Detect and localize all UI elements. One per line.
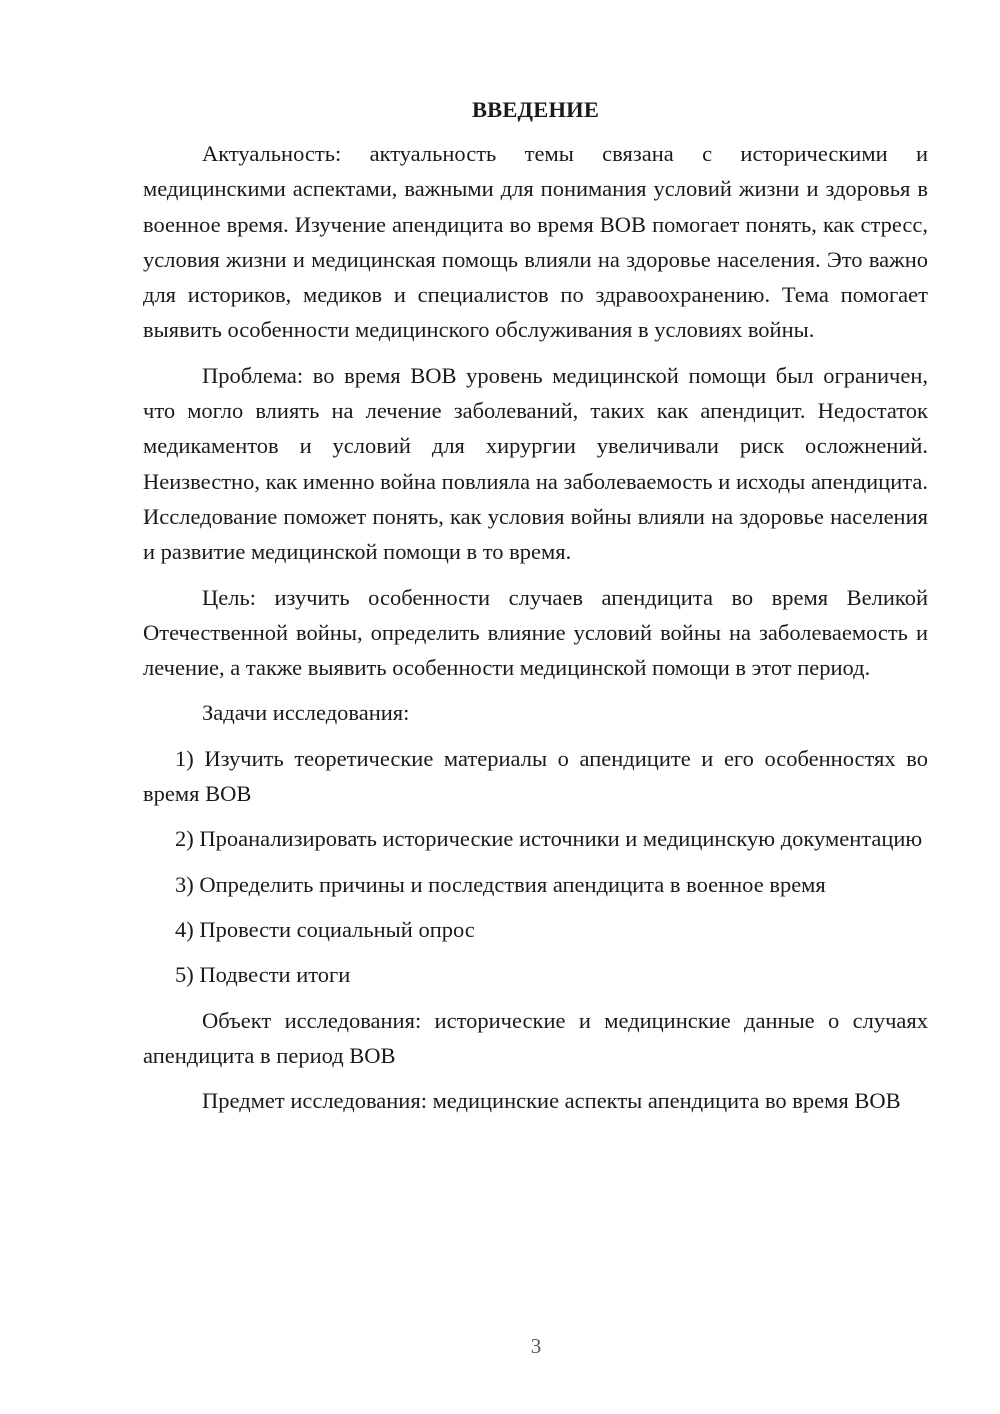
task-item-4: 4) Провести социальный опрос <box>175 916 475 942</box>
section-heading: ВВЕДЕНИЕ <box>471 97 600 122</box>
page-number: 3 <box>530 1334 542 1358</box>
goal-paragraph: Цель: изучить особенности случаев апендицита во время Великой Отечественной войны, определить влияние условий войны на заболеваемость и лечение, а также выявить особенности медицинской помощи в этот период. <box>143 584 928 681</box>
task-item-2: 2) Проанализировать исторические источники и медицинскую документацию <box>175 826 923 852</box>
tasks-heading: Задачи исследования: <box>202 700 410 726</box>
object-paragraph: Объект исследования: исторические и медицинские данные о случаях апендицита в период ВОВ <box>143 1007 928 1068</box>
document-page <box>143 96 928 1128</box>
problem-paragraph: Проблема: во время ВОВ уровень медицинской помощи был ограничен, что могло влиять на лечение заболеваний, таких как апендицит. Недостаток медикаментов и условий для хирургии увеличивали риск осложнений. Неизвестно, как именно война повлияла на заболеваемость и исходы апендицита. Исследование поможет понять, как условия войны влияли на здоровье населения и развитие медицинской помощи в то время. <box>143 362 928 565</box>
task-item-5: 5) Подвести итоги <box>175 962 351 988</box>
task-item-3: 3) Определить причины и последствия апендицита в военное время <box>175 871 826 897</box>
task-item-1: 1) Изучить теоретические материалы о апендиците и его особенностях во время ВОВ <box>143 745 928 807</box>
subject-paragraph: Предмет исследования: медицинские аспекты апендицита во время ВОВ <box>202 1088 901 1114</box>
relevance-paragraph: Актуальность: актуальность темы связана с историческими и медицинскими аспектами, важными для понимания условий жизни и здоровья в военное время. Изучение апендицита во время ВОВ помогает понять, как стресс, условия жизни и медицинская помощь влияли на здоровье населения. Это важно для историков, медиков и специалистов по здравоохранению. Тема помогает выявить особенности медицинского обслуживания в условиях войны. <box>143 141 928 343</box>
